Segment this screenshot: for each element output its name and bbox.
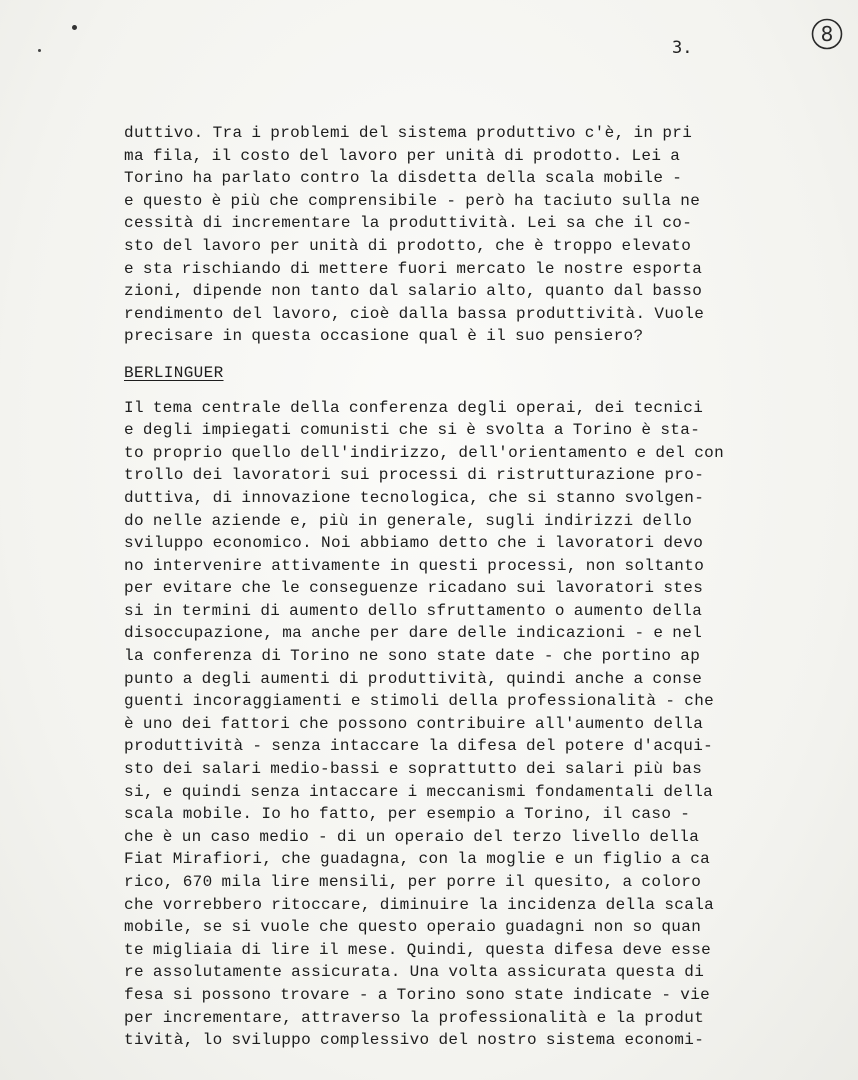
answer-line: te migliaia di lire il mese. Quindi, questa difesa deve esse	[124, 940, 712, 959]
answer-line: fesa si possono trovare - a Torino sono state indicate - vie	[124, 985, 711, 1004]
answer-line: no intervenire attivamente in questi processi, non soltanto	[124, 556, 705, 575]
answer-line: tività, lo sviluppo complessivo del nostro sistema economi-	[124, 1031, 705, 1050]
typed-text-body	[124, 122, 824, 1052]
circled-number-stamp	[810, 17, 844, 51]
answer-line: si, e quindi senza intaccare i meccanismi fondamentali della	[124, 782, 714, 801]
answer-line: rico, 670 mila lire mensili, per porre il quesito, a coloro	[124, 873, 702, 891]
answer-line: produttività - senza intaccare la difesa del potere d'acqui-	[124, 737, 714, 756]
question-paragraph	[124, 122, 824, 348]
answer-line: guenti incoraggiamenti e stimoli della professionalità - che	[124, 692, 715, 711]
answer-line: do nelle aziende e, più in generale, sugli indirizzi dello	[124, 511, 693, 530]
answer-line: Il tema centrale della conferenza degli operai, dei tecnici	[124, 398, 704, 417]
answer-line: mobile, se si vuole che questo operaio guadagni non so quan	[124, 918, 702, 937]
question-line: sto del lavoro per unità di prodotto, che è troppo elevato	[124, 236, 692, 255]
answer-line: si in termini di aumento dello sfruttamento o aumento della	[124, 601, 703, 620]
answer-line: trollo dei lavoratori sui processi di ristrutturazione pro-	[124, 466, 705, 485]
question-line: zioni, dipende non tanto dal salario alto, quanto dal basso	[124, 282, 703, 301]
answer-line: duttiva, di innovazione tecnologica, che si stanno svolgen-	[124, 488, 705, 507]
stamp-number: 8	[820, 22, 834, 46]
answer-line: Fiat Mirafiori, che guadagna, con la moglie e un figlio a ca	[124, 850, 711, 869]
answer-paragraph	[124, 397, 824, 1052]
question-line: rendimento del lavoro, cioè dalla bassa produttività. Vuole	[124, 304, 705, 323]
question-line: Torino ha parlato contro la disdetta della scala mobile -	[124, 169, 683, 188]
answer-line: scala mobile. Io ho fatto, per esempio a Torino, il caso -	[124, 805, 691, 824]
question-line: precisare in questa occasione qual è il suo pensiero?	[124, 327, 644, 346]
page-number: 3.	[672, 38, 693, 58]
answer-line: to proprio quello dell'indirizzo, dell'orientamento e del con	[124, 443, 725, 462]
answer-line: che è un caso medio - di un operaio del terzo livello della	[124, 827, 700, 846]
speaker-heading-block	[124, 362, 824, 385]
question-line: cessità di incrementare la produttività. Lei sa che il co-	[124, 214, 693, 233]
speaker-name: BERLINGUER	[124, 363, 224, 382]
ink-speck-small	[38, 49, 41, 52]
answer-line: sviluppo economico. Noi abbiamo detto che i lavoratori devo	[124, 534, 704, 553]
answer-line: sto dei salari medio-bassi e soprattutto dei salari più bas	[124, 760, 703, 779]
answer-line: che vorrebbero ritoccare, diminuire la incidenza della scala	[124, 895, 715, 914]
question-line: e questo è più che comprensibile - però ha taciuto sulla ne	[124, 191, 701, 210]
answer-line: disoccupazione, ma anche per dare delle indicazioni - e nel	[124, 624, 703, 643]
answer-line: la conferenza di Torino ne sono state date - che portino ap	[124, 647, 701, 666]
question-line: e sta rischiando di mettere fuori mercato le nostre esporta	[124, 259, 703, 278]
answer-line: è uno dei fattori che possono contribuire all'aumento della	[124, 714, 704, 733]
ink-speck	[72, 25, 77, 30]
answer-line: re assolutamente assicurata. Una volta assicurata questa di	[124, 963, 705, 982]
answer-line: per incrementare, attraverso la professionalità e la produt	[124, 1008, 705, 1027]
answer-line: per evitare che le conseguenze ricadano sui lavoratori stes	[124, 579, 704, 598]
question-line: duttivo. Tra i problemi del sistema produttivo c'è, in pri	[124, 124, 693, 142]
question-line: ma fila, il costo del lavoro per unità di prodotto. Lei a	[124, 146, 681, 165]
answer-line: punto a degli aumenti di produttività, quindi anche a conse	[124, 669, 703, 688]
answer-line: e degli impiegati comunisti che si è svolta a Torino è sta-	[124, 421, 701, 440]
